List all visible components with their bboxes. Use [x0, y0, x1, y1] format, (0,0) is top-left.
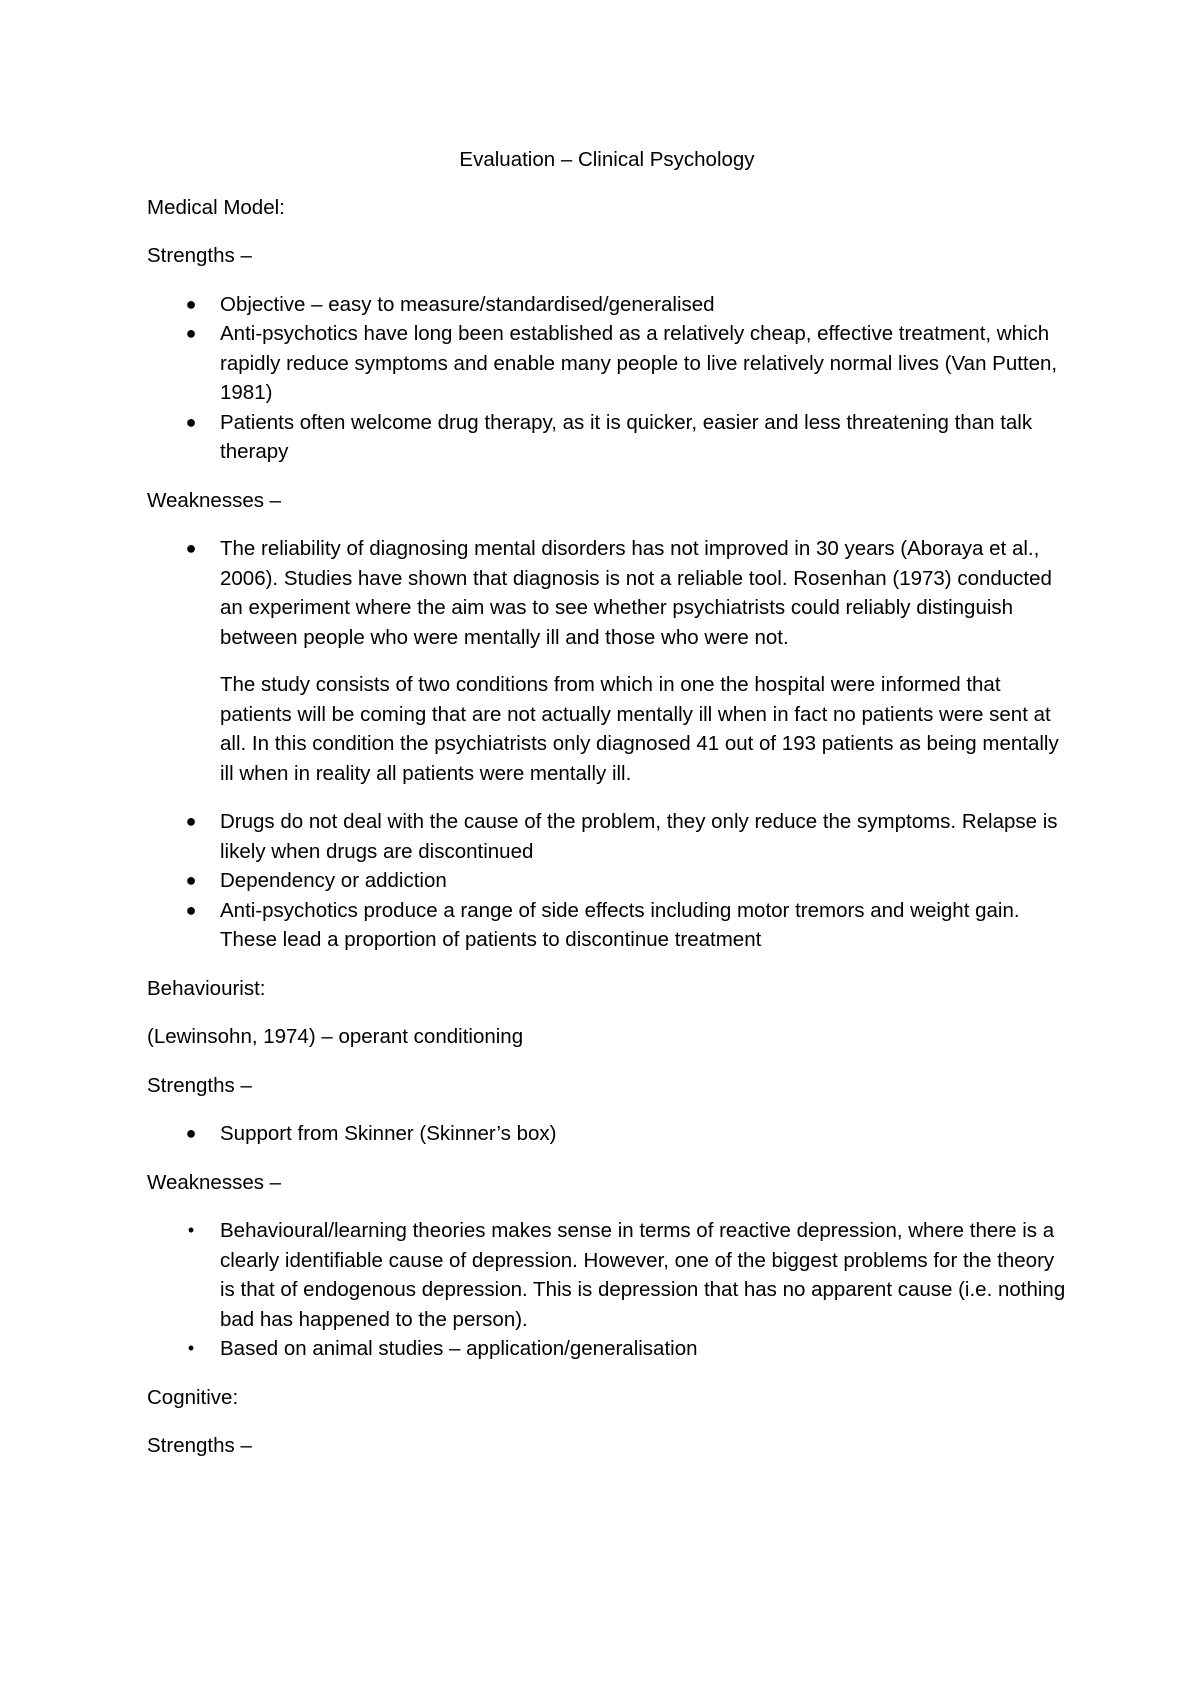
bullet-icon: ● — [185, 811, 197, 831]
medical-weaknesses-list-continued — [147, 807, 1067, 955]
list-item-text: Based on animal studies – application/generalisation — [220, 1337, 698, 1360]
medical-strengths-heading: Strengths – — [147, 244, 252, 267]
list-item — [147, 408, 1067, 467]
bullet-icon: ● — [185, 1123, 197, 1143]
list-item — [147, 319, 1067, 408]
bullet-icon: • — [187, 1338, 195, 1358]
list-item-text: Patients often welcome drug therapy, as it is quicker, easier and less threatening than talk therapy — [220, 410, 1033, 463]
medical-model-heading: Medical Model: — [147, 195, 285, 219]
list-item-text: Support from Skinner (Skinner’s box) — [220, 1122, 557, 1145]
rosenhan-study-paragraph: The study consists of two conditions from which in one the hospital were informed that patients will be coming that are not actually mentally ill when in fact no patients were sent at all. In this condition the psychiatrists only diagnosed 41 out of 193 patients as being mentally ill when in reality all patients were mentally ill. — [220, 673, 1059, 785]
list-item-text: Drugs do not deal with the cause of the problem, they only reduce the symptoms. Relapse is likely when drugs are discontinued — [220, 810, 1058, 863]
list-item-text: Anti-psychotics produce a range of side effects including motor tremors and weight gain. These lead a proportion of patients to discontinue treatment — [220, 898, 1020, 951]
list-item — [147, 807, 1067, 866]
document-page — [147, 145, 1067, 1480]
behaviourist-heading: Behaviourist: — [147, 976, 266, 1000]
behaviourist-reference: (Lewinsohn, 1974) – operant conditioning — [147, 1025, 524, 1048]
document-title: Evaluation – Clinical Psychology — [459, 148, 755, 171]
list-item-text: Objective – easy to measure/standardised/generalised — [220, 292, 715, 316]
list-item-text: Anti-psychotics have long been established as a relatively cheap, effective treatment, which rapidly reduce symptoms and enable many people to live relatively normal lives (Van Putten, 1981) — [220, 322, 1058, 404]
behaviourist-strengths-heading: Strengths – — [147, 1073, 252, 1097]
bullet-icon: ● — [185, 323, 197, 343]
bullet-icon: ● — [185, 293, 197, 314]
list-item — [147, 866, 1067, 896]
bullet-icon: ● — [185, 870, 197, 890]
list-item-text: Behavioural/learning theories makes sense in terms of reactive depression, where there is a clearly identifiable cause of depression. However, one of the biggest problems for the theory is that of endogenous depression. This is depression that has no apparent cause (i.e. nothing bad has happened to the person). — [220, 1219, 1066, 1331]
behaviourist-weaknesses-heading: Weaknesses – — [147, 1170, 282, 1194]
bullet-icon: ● — [185, 411, 197, 432]
list-item-text: Dependency or addiction — [220, 869, 447, 892]
list-item — [147, 1334, 1067, 1364]
medical-strengths-list — [147, 290, 1067, 467]
list-item — [147, 896, 1067, 955]
bullet-icon: ● — [185, 899, 197, 920]
cognitive-strengths-heading: Strengths – — [147, 1434, 252, 1457]
behaviourist-strengths-list — [147, 1119, 1067, 1149]
medical-weaknesses-list — [147, 534, 1067, 652]
list-item — [147, 290, 1067, 320]
bullet-icon: • — [187, 1220, 195, 1240]
list-item — [147, 534, 1067, 652]
list-item — [147, 1119, 1067, 1149]
list-item-text: The reliability of diagnosing mental disorders has not improved in 30 years (Aboraya et al., 2006). Studies have shown that diagnosis is not a reliable tool. Rosenhan (1973) conducted an experiment where the aim was to see whether psychiatrists could reliably distinguish between people who were mentally ill and those who were not. — [220, 537, 1052, 649]
bullet-icon: ● — [185, 538, 197, 558]
behaviourist-weaknesses-list — [147, 1216, 1067, 1364]
cognitive-heading: Cognitive: — [147, 1385, 239, 1409]
medical-weaknesses-heading: Weaknesses – — [147, 488, 282, 512]
list-item — [147, 1216, 1067, 1334]
